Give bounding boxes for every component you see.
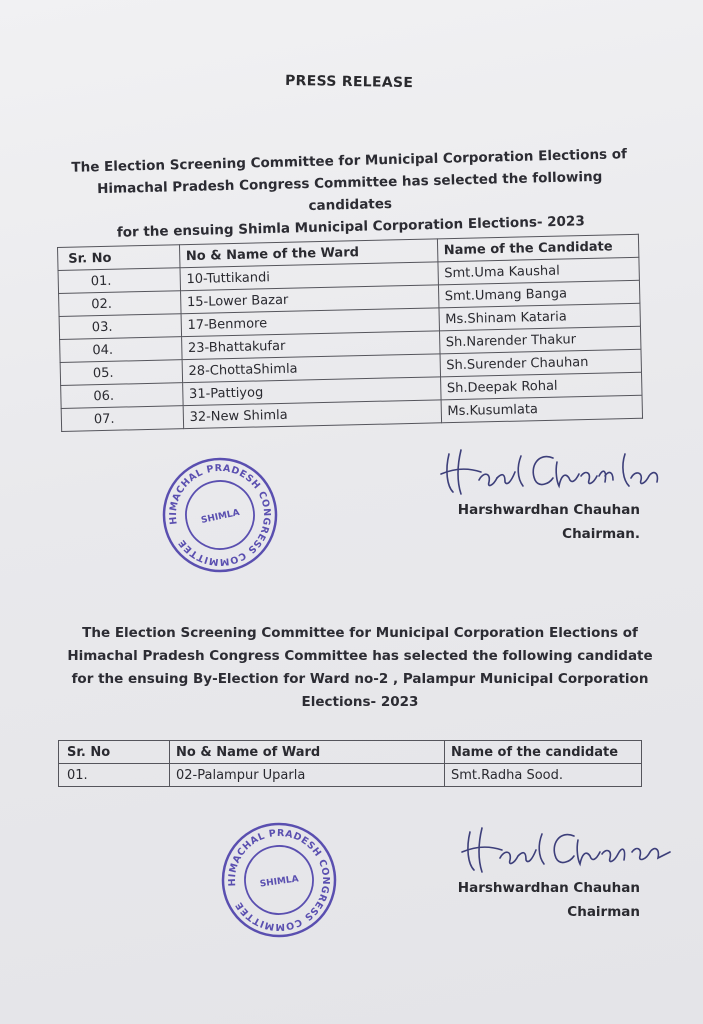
cell-candidate: Smt.Uma Kaushal xyxy=(437,257,639,285)
cell-sr-no: 02. xyxy=(59,291,181,317)
header-ward: No & Name of the Ward xyxy=(179,239,437,268)
paragraph-line: Himachal Pradesh Congress Committee has selected the following candidates xyxy=(96,168,603,215)
palampur-candidate-table xyxy=(58,740,642,787)
cell-candidate: Smt.Radha Sood. xyxy=(445,764,642,787)
cell-sr-no: 03. xyxy=(59,314,181,340)
cell-sr-no: 04. xyxy=(60,337,182,363)
signatory-name: Harshwardhan Chauhan xyxy=(457,502,640,518)
seal-center-text: SHIMLA xyxy=(259,874,300,890)
cell-sr-no: 07. xyxy=(61,406,183,432)
seal-ring-text: HIMACHAL PRADESH CONGRESS COMMITTEE xyxy=(167,462,273,568)
page-title: PRESS RELEASE xyxy=(284,72,414,92)
header-sr-no: Sr. No xyxy=(58,245,180,271)
cell-ward: 32-New Shimla xyxy=(183,400,441,429)
header-sr-no: Sr. No xyxy=(59,741,170,764)
paragraph-line: Elections- 2023 xyxy=(301,694,419,710)
paragraph-line: The Election Screening Committee for Municipal Corporation Elections of xyxy=(82,625,638,641)
cell-sr-no: 01. xyxy=(59,764,170,787)
congress-committee-seal xyxy=(211,812,347,948)
cell-sr-no: 06. xyxy=(61,383,183,409)
cell-ward: 15-Lower Bazar xyxy=(180,285,438,314)
cell-sr-no: 01. xyxy=(58,268,180,294)
chairman-signature xyxy=(456,822,686,878)
intro-paragraph-shimla xyxy=(54,143,646,245)
paragraph-line: for the ensuing Shimla Municipal Corporation Elections- 2023 xyxy=(116,213,585,241)
signatory-block xyxy=(440,876,640,924)
cell-sr-no: 05. xyxy=(60,360,182,386)
cell-ward: 10-Tuttikandi xyxy=(180,262,438,291)
signatory-role: Chairman. xyxy=(562,526,640,542)
signatory-block xyxy=(440,498,640,546)
paragraph-line: Himachal Pradesh Congress Committee has selected the following candidate xyxy=(67,648,653,664)
cell-candidate: Sh.Deepak Rohal xyxy=(440,372,642,400)
cell-ward: 23-Bhattakufar xyxy=(181,331,439,360)
cell-ward: 17-Benmore xyxy=(181,308,439,337)
cell-ward: 28-ChottaShimla xyxy=(182,354,440,383)
intro-paragraph-palampur xyxy=(45,622,675,714)
cell-candidate: Ms.Kusumlata xyxy=(441,395,643,423)
header-candidate: Name of the Candidate xyxy=(437,234,639,262)
cell-candidate: Ms.Shinam Kataria xyxy=(439,303,641,331)
cell-candidate: Sh.Surender Chauhan xyxy=(440,349,642,377)
header-ward: No & Name of Ward xyxy=(170,741,445,764)
table-header-row xyxy=(59,741,642,764)
shimla-candidates-table xyxy=(57,234,643,432)
congress-committee-seal xyxy=(149,444,291,586)
paragraph-line: for the ensuing By-Election for Ward no-2 , Palampur Municipal Corporation xyxy=(71,671,649,687)
signatory-role: Chairman xyxy=(567,904,640,920)
signatory-name: Harshwardhan Chauhan xyxy=(457,880,640,896)
chairman-signature xyxy=(435,442,675,502)
cell-ward: 31-Pattiyog xyxy=(182,377,440,406)
table-row xyxy=(59,764,642,787)
seal-ring-text: HIMACHAL PRADESH CONGRESS COMMITTEE xyxy=(226,827,332,933)
cell-candidate: Sh.Narender Thakur xyxy=(439,326,641,354)
cell-candidate: Smt.Umang Banga xyxy=(438,280,640,308)
cell-ward: 02-Palampur Uparla xyxy=(170,764,445,787)
header-candidate: Name of the candidate xyxy=(445,741,642,764)
seal-center-text: SHIMLA xyxy=(200,508,241,526)
paragraph-line: The Election Screening Committee for Municipal Corporation Elections of xyxy=(71,146,628,176)
